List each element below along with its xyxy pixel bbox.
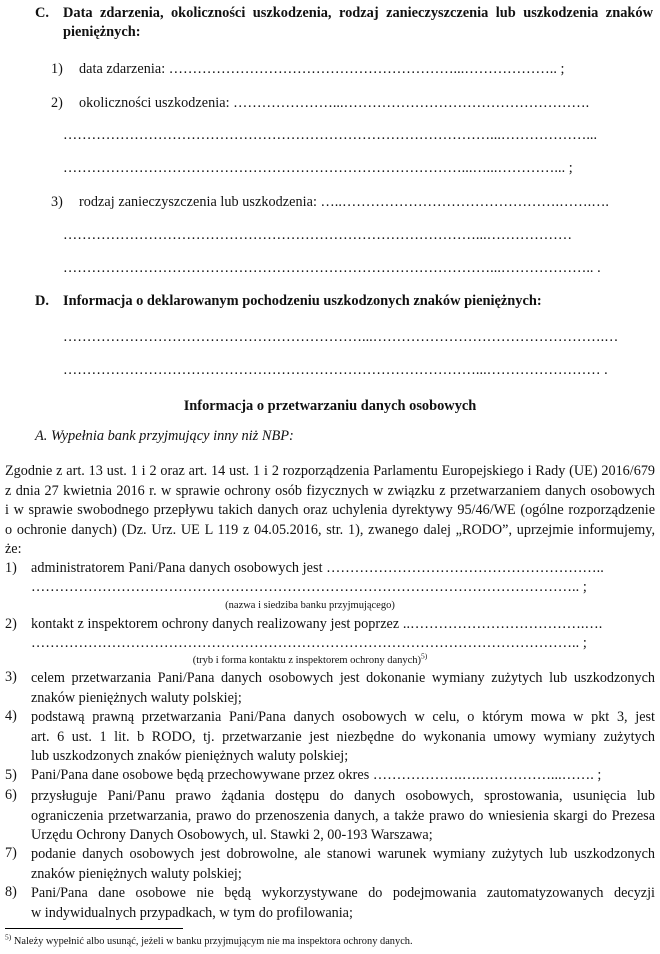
item-number: 1) [51,61,63,77]
rodo-item-line: art. 6 ust. 1 lit. b RODO, tj. przetwarzanie jest niezbędne do wykonania umowy wymiany zużytych [31,728,655,745]
rodo-intro-line: z dnia 27 kwietnia 2016 r. w sprawie ochrony osób fizycznych w związku z przetwarzaniem danych osobowych [5,482,655,499]
section-d-title: Informacja o deklarowanym pochodzeniu uszkodzonych znaków pieniężnych: [63,293,542,309]
rodo-item-line: w indywidualnych przypadkach, w tym do profilowania; [31,904,353,921]
rodo-item-line: celem przetwarzania Pani/Pana danych osobowych jest dokonanie wymiany zużytych lub uszkodzonych [31,670,655,686]
rodo-item-line: podanie danych osobowych jest dobrowolne, ale stanowi warunek wymiany zużytych lub uszkodzonych [31,846,655,862]
rodo-item-number: 1) [5,560,17,576]
rodo-item-4 [31,708,655,767]
footnote-divider [5,928,183,929]
rodo-item-line: ograniczenia przetwarzania, prawo do przenoszenia danych, a także prawo do wniesienia skargi do Prezesa [31,807,655,824]
damage-type-field[interactable]: rodzaj zanieczyszczenia lub uszkodzenia: …..……………………………………….…….…. [79,194,610,210]
rodo-item-number: 8) [5,884,17,900]
origin-line[interactable]: ………………………………………………………...………………………………………….… [63,329,619,345]
rodo-item-number: 6) [5,787,17,803]
origin-line[interactable]: ……………………………………………………………………………...…………………… . [63,362,608,378]
damage-type-line[interactable]: ………………………………………………………………………………...……………….. . [63,260,601,276]
event-date-field[interactable]: data zdarzenia: ……………………………………………………...……………….. ; [79,61,565,77]
rodo-item-line: Pani/Pana dane osobowe nie będą wykorzystywane do podejmowania zautomatyzowanych decyzji [31,885,655,901]
damage-circumstances-line[interactable]: …………………………………………………………………………...…...…………... ; [63,160,573,176]
footnote-ref: 5) [421,651,428,661]
rodo-item-number: 5) [5,767,17,783]
rodo-item-number: 2) [5,616,17,632]
administrator-line[interactable]: …………………………………………………………………………………………………….. ; [31,579,587,595]
rodo-subheading: A. Wypełnia bank przyjmujący inny niż NBP: [35,428,294,444]
administrator-field[interactable]: administratorem Pani/Pana danych osobowych jest ………………………………………………….. [31,560,604,576]
rodo-item-7 [31,845,655,884]
rodo-item-number: 3) [5,669,17,685]
rodo-item-3 [31,669,655,708]
rodo-item-number: 4) [5,708,17,724]
item-number: 3) [51,194,63,210]
dpo-contact-caption [140,651,480,666]
rodo-item-line: lub uszkodzonych znaków pieniężnych waluty polskiej; [31,748,349,765]
footnote [5,932,413,947]
section-d-letter: D. [35,293,49,309]
section-c-letter: C. [35,5,49,21]
footnote-text: Należy wypełnić albo usunąć, jeżeli w banku przyjmującym nie ma inspektora ochrony danych. [11,936,413,947]
rodo-intro-line: Zgodnie z art. 13 ust. 1 i 2 oraz art. 14 ust. 1 i 2 rozporządzenia Parlamentu Europejskiego i Rady (UE) 2016/679 [5,463,655,479]
item-number: 2) [51,95,63,111]
rodo-intro-line: i w sprawie swobodnego przepływu takich danych oraz uchylenia dyrektywy 95/46/WE (ogólne rozporządzenie [5,502,655,519]
rodo-item-number: 7) [5,845,17,861]
rodo-intro [5,462,655,560]
rodo-item-8 [31,884,655,923]
rodo-item-line: znaków pieniężnych waluty polskiej; [31,689,242,706]
damage-circumstances-field[interactable]: okoliczności uszkodzenia: …………………...……………………………………………. [79,95,590,111]
damage-type-line[interactable]: ……………………………………………………………………………...……………… [63,227,573,243]
rodo-item-line: Urzędu Ochrony Danych Osobowych, ul. Stawki 2, 00-193 Warszawa; [31,827,433,844]
rodo-item-line: znaków pieniężnych waluty polskiej; [31,865,242,882]
rodo-intro-line: o ochronie danych) (Dz. Urz. UE L 119 z 04.05.2016, str. 1), zwanego dalej „RODO”, uprzejmie informujemy, [5,521,655,538]
retention-period-field[interactable]: Pani/Pana dane osobowe będą przechowywane przez okres ……………….….……………...……. ; [31,767,602,783]
rodo-intro-line: że: [5,541,22,558]
section-c-title-line1: Data zdarzenia, okoliczności uszkodzenia, rodzaj zanieczyszczenia lub uszkodzenia znaków [63,5,653,21]
rodo-item-line: podstawą prawną przetwarzania Pani/Pana danych osobowych w celu, o którym mowa w pkt 3, jest [31,709,655,725]
footnote-mark: 5) [5,932,12,942]
dpo-contact-field[interactable]: kontakt z inspektorem ochrony danych realizowany jest poprzez ..……………………………….…. [31,616,603,632]
damage-circumstances-line[interactable]: ………………………………………………………………………………...………………... [63,127,598,143]
section-c-title-line2: pieniężnych: [63,24,141,40]
rodo-item-line: przysługuje Pani/Panu prawo żądania dostępu do danych osobowych, sprostowania, usunięcia lub [31,788,655,804]
dpo-contact-line[interactable]: …………………………………………………………………………………………………….. ; [31,635,587,651]
rodo-heading: Informacja o przetwarzaniu danych osobowych [183,398,477,414]
administrator-caption: (nazwa i siedziba banku przyjmującego) [225,600,395,611]
rodo-item-6 [31,787,655,846]
dpo-contact-caption-text: (tryb i forma kontaktu z inspektorem ochrony danych) [192,655,422,666]
